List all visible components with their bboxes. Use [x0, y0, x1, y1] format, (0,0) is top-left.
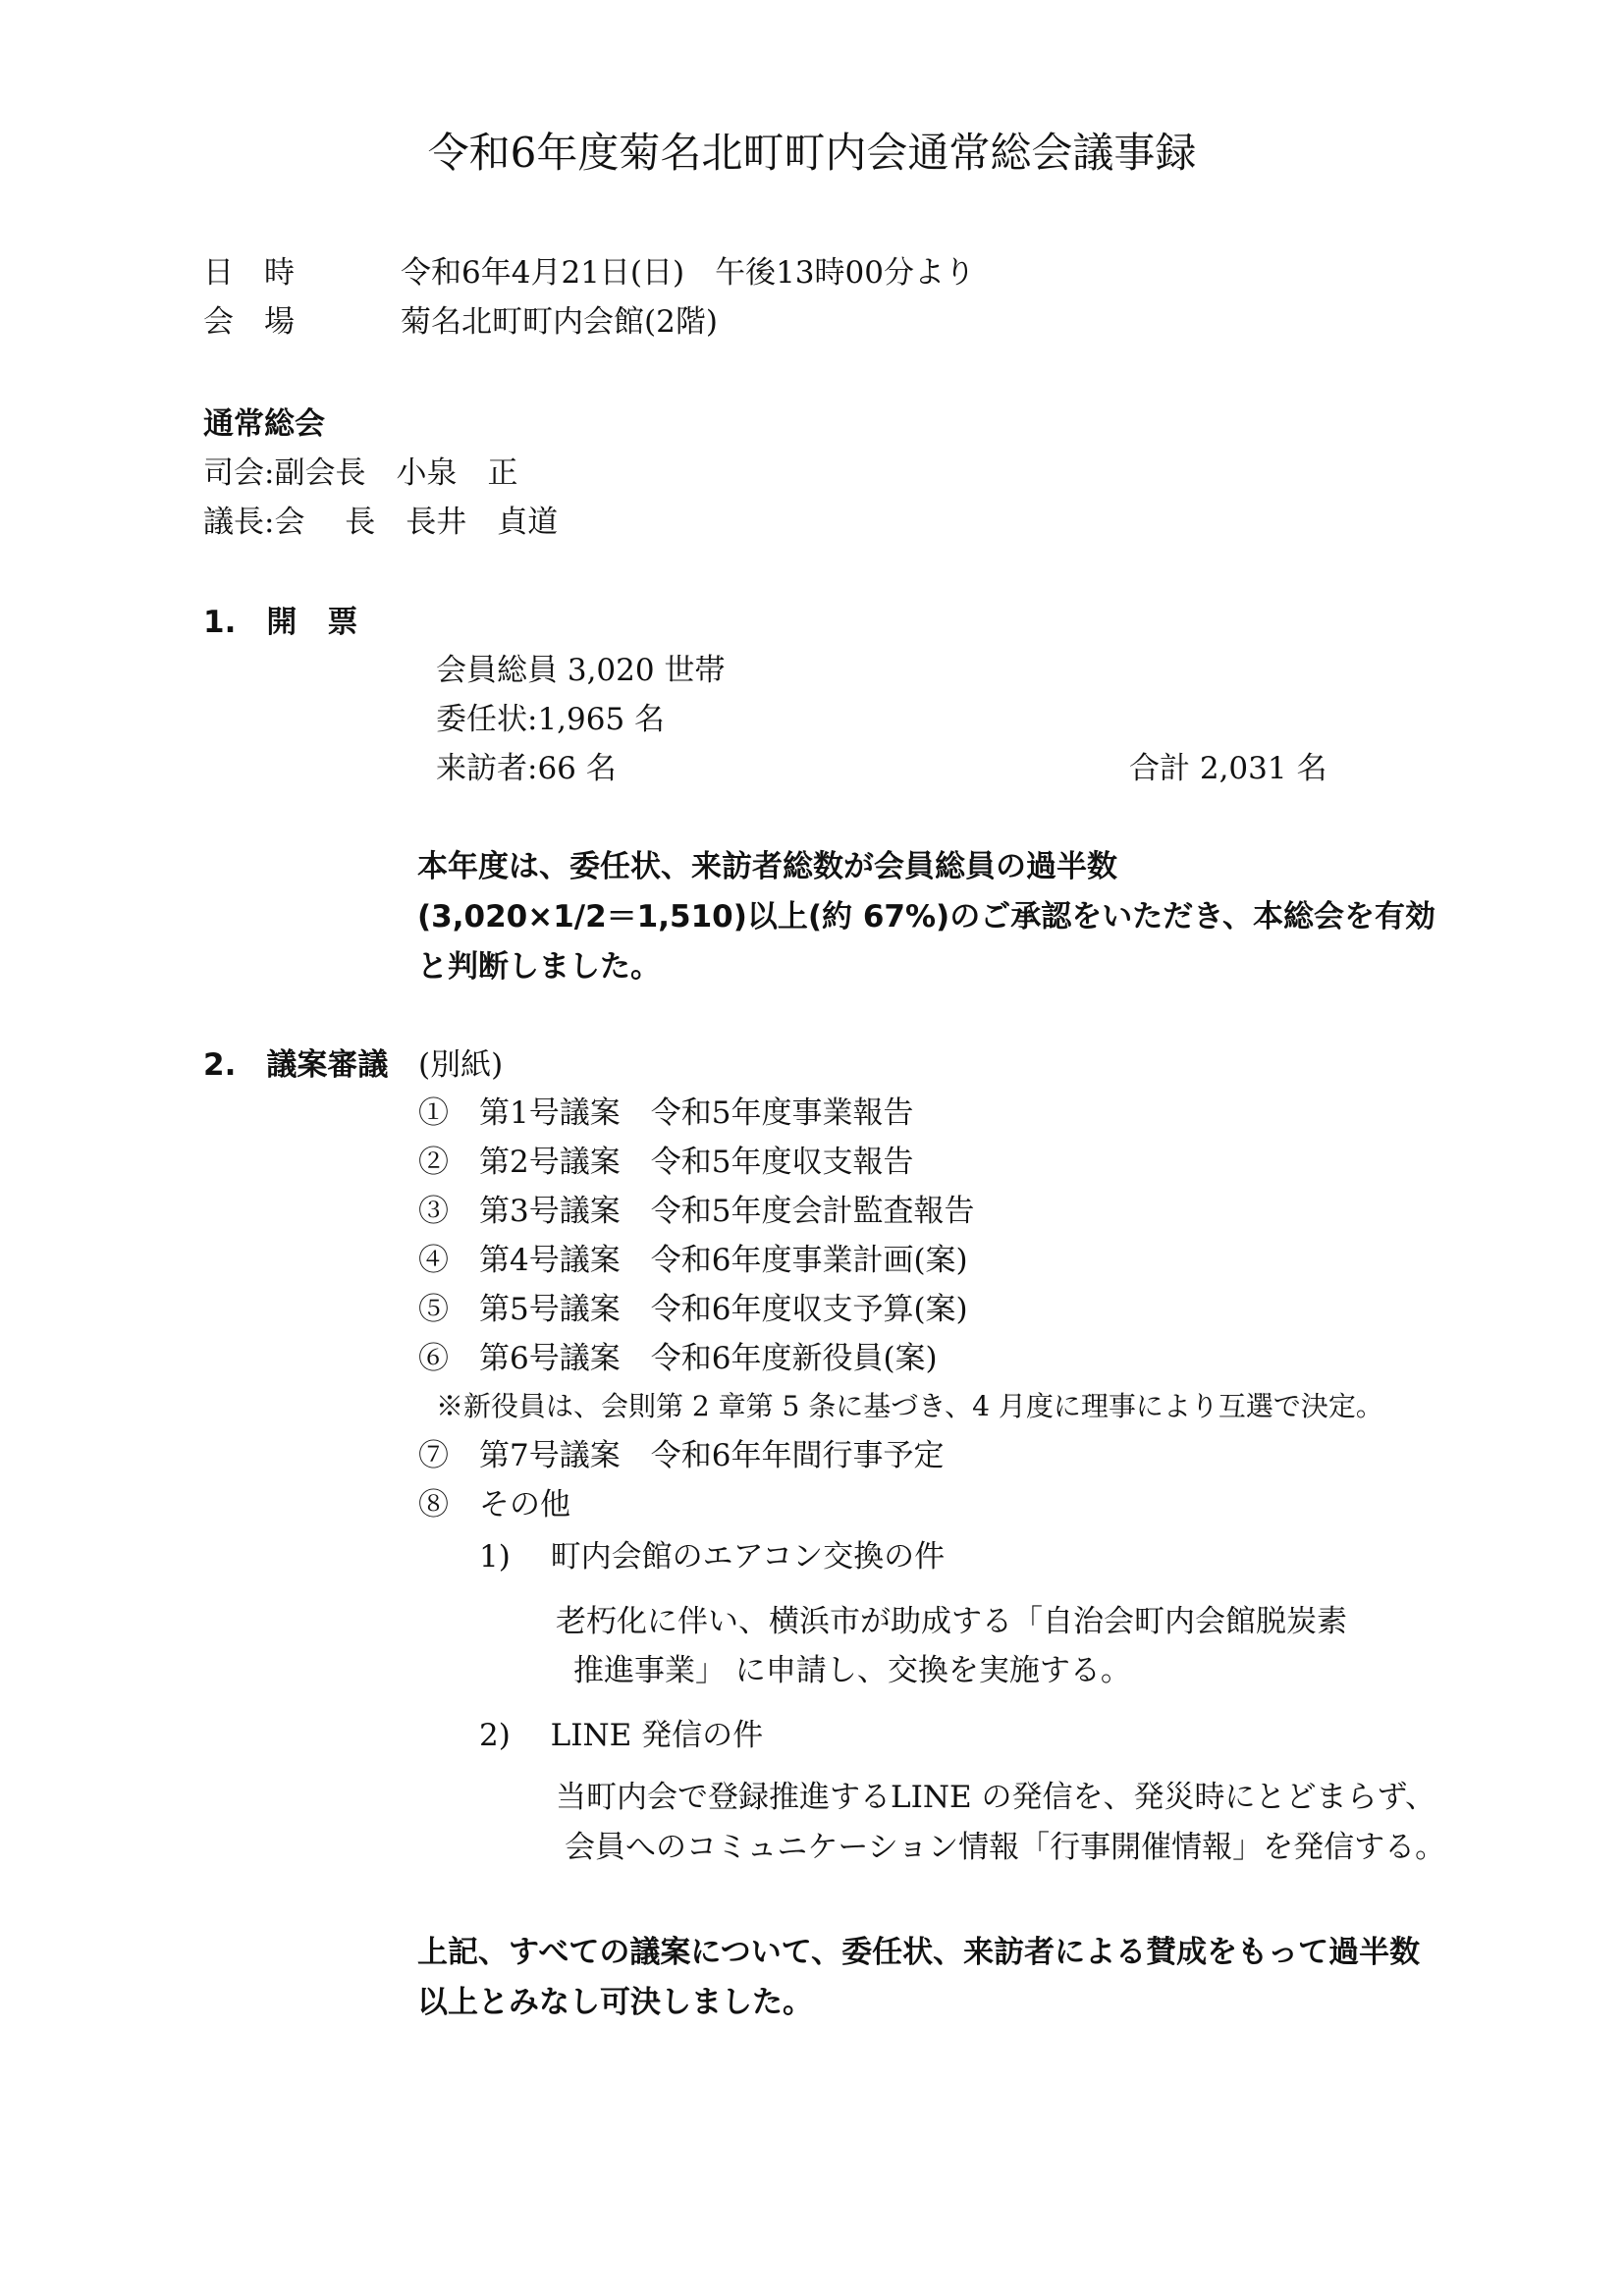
- agenda-item-4: ④ 第4号議案 令和6年度事業計画(案): [418, 1243, 968, 1278]
- officer-note: ※新役員は、会則第 2 章第 5 条に基づき、4 月度に理事により互選で決定。: [436, 1390, 1383, 1422]
- general-meeting-heading: 通常総会: [203, 406, 325, 442]
- chair-line: 議長:会 長 長井 貞道: [203, 505, 559, 540]
- members-total: 会員総員 3,020 世帯: [436, 653, 726, 688]
- conclusion-line-2: 以上とみなし可決しました。: [417, 1985, 813, 2020]
- statement-line-2: (3,020×1/2＝1,510)以上(約 67%)のご承認をいただき、本総会を有効: [417, 899, 1435, 934]
- date-value: 令和6年4月21日(日) 午後13時00分より: [401, 255, 975, 291]
- date-label: 日 時: [203, 255, 295, 291]
- section2-heading: 2. 議案審議: [203, 1047, 389, 1083]
- agenda-item-6: ⑥ 第6号議案 令和6年度新役員(案): [418, 1341, 938, 1376]
- agenda-item-2: ② 第2号議案 令和5年度収支報告: [418, 1145, 914, 1180]
- other-item-1-line-2: 推進事業」 に申請し、交換を実施する。: [573, 1653, 1131, 1688]
- other-item-2-title: 2) LINE 発信の件: [479, 1718, 764, 1753]
- agenda-item-8: ⑧ その他: [418, 1487, 570, 1522]
- section2-note: (別紙): [418, 1047, 504, 1083]
- other-item-1-title: 1) 町内会館のエアコン交換の件: [479, 1539, 946, 1575]
- agenda-item-1: ① 第1号議案 令和5年度事業報告: [418, 1095, 914, 1131]
- agenda-item-5: ⑤ 第5号議案 令和6年度収支予算(案): [418, 1292, 968, 1327]
- page-title: 令和6年度菊名北町町内会通常総会議事録: [427, 129, 1197, 177]
- visitors-count: 来訪者:66 名: [436, 751, 617, 786]
- agenda-item-3: ③ 第3号議案 令和5年度会計監査報告: [418, 1194, 975, 1229]
- venue-value: 菊名北町町内会館(2階): [401, 304, 718, 340]
- statement-line-1: 本年度は、委任状、来訪者総数が会員総員の過半数: [417, 849, 1117, 884]
- total-count: 合計 2,031 名: [1129, 751, 1327, 786]
- other-item-2-line-1: 当町内会で登録推進するLINE の発信を、発災時にとどまらず、: [556, 1780, 1435, 1815]
- proxies-count: 委任状:1,965 名: [436, 702, 666, 737]
- conclusion-line-1: 上記、すべての議案について、委任状、来訪者による賛成をもって過半数: [417, 1935, 1421, 1970]
- moderator-line: 司会:副会長 小泉 正: [203, 455, 518, 491]
- statement-line-3: と判断しました。: [417, 949, 661, 985]
- venue-label: 会 場: [203, 304, 295, 340]
- agenda-item-7: ⑦ 第7号議案 令和6年年間行事予定: [418, 1438, 945, 1473]
- other-item-2-line-2: 会員へのコミュニケーション情報「行事開催情報」を発信する。: [565, 1830, 1446, 1865]
- section1-heading: 1. 開 票: [203, 605, 358, 640]
- other-item-1-line-1: 老朽化に伴い、横浜市が助成する「自治会町内会館脱炭素: [556, 1604, 1347, 1639]
